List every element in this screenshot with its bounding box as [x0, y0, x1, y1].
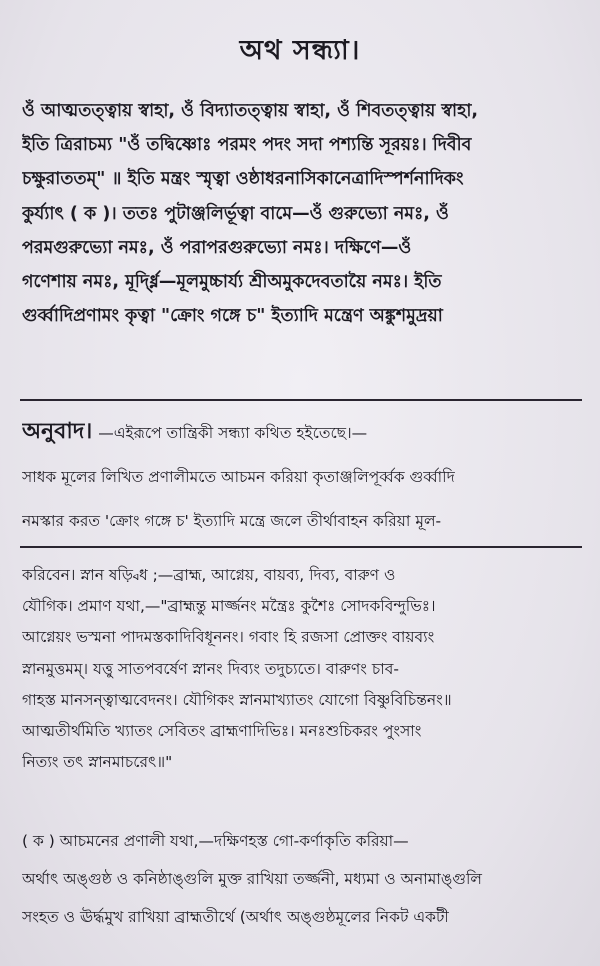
- footnote-line: গাহস্ত মানসন্ত্বাত্মবেদনং। যৌগিকং স্নানমাখ্যাতং যোগো বিষ্ণুবিচিন্তনং॥: [22, 690, 452, 709]
- sanskrit-line: গণেশায় নমঃ, মূর্দ্ধ্নি—মূলমুচ্চার্য্য শ্রীঅমুকদেবতায়ৈ নমঃ। ইতি: [22, 272, 442, 293]
- section-divider: [20, 399, 582, 401]
- footnote-line: যৌগিক। প্রমাণ যথা,—"ব্রাহ্মন্তু মার্জ্জনং মন্ত্রৈঃ কুশৈঃ সোদকবিন্দুভিঃ।: [22, 597, 436, 616]
- footnote-verse-block: [22, 560, 582, 778]
- sanskrit-line: কুর্য্যাৎ ( ক )। ততঃ পুটাঞ্জলির্ভূত্বা বামে—ওঁ গুরুভ্যো নমঃ, ওঁ: [22, 203, 449, 224]
- footnote-a-block: [22, 822, 582, 936]
- sanskrit-line: গুর্ব্বাদিপ্রণামং কৃত্বা "ক্রোং গঙ্গে চ" ইত্যাদি মন্ত্রেণ অঙ্কুশমুদ্রয়া: [22, 306, 443, 327]
- sanskrit-line: ইতি ত্রিরাচম্য "ওঁ তদ্বিষ্ণোঃ পরমং পদং সদা পশ্যন্তি সূরয়ঃ। দিবীব: [22, 135, 472, 156]
- translation-line: নমস্কার করত 'ক্রোং গঙ্গে চ' ইত্যাদি মন্ত্রে জলে তীর্থাবাহন করিয়া মূল-: [22, 512, 442, 530]
- footnote-line: স্নানমুত্তমম্। যত্তু সাতপবর্ষেণ স্নানং দিব্যং তদুচ্যতে। বারুণং চাব-: [22, 659, 399, 678]
- footnote-line: নিত্যং তৎ স্নানমাচরেৎ॥": [22, 753, 173, 772]
- footnote-a-line: ( ক ) আচমনের প্রণালী যথা,—দক্ষিণহস্ত গো-কর্ণাকৃতি করিয়া—: [22, 832, 409, 850]
- footnote-divider: [20, 546, 582, 548]
- translation-line: সাধক মূলের লিখিত প্রণালীমতে আচমন করিয়া কৃতাঞ্জলিপূর্ব্বক গুর্ব্বাদি: [22, 468, 455, 486]
- translation-block: [22, 410, 582, 543]
- translation-heading: অনুবাদ।: [22, 419, 93, 444]
- sanskrit-line: পরমগুরুভ্যো নমঃ, ওঁ পরাপরগুরুভ্যো নমঃ। দক্ষিণে—ওঁ: [22, 237, 412, 258]
- sanskrit-text-block: [22, 94, 582, 333]
- sanskrit-line: ওঁ আত্মতত্ত্বায় স্বাহা, ওঁ বিদ্যাতত্ত্বায় স্বাহা, ওঁ শিবতত্ত্বায় স্বাহা,: [22, 101, 479, 121]
- footnote-a-line: অর্থাৎ অঙ্গুষ্ঠ ও কনিষ্ঠাঙ্গুলি মুক্ত রাখিয়া তর্জ্জনী, মধ্যমা ও অনামাঙ্গুলি: [22, 870, 482, 888]
- sanskrit-line: চক্ষুরাততম্" ॥ ইতি মন্ত্রং স্মৃত্বা ওষ্ঠাধরনাসিকানেত্রাদিস্পর্শনাদিকং: [22, 169, 464, 190]
- footnote-line: আত্মতীর্থমিতি খ্যাতং সেবিতং ব্রাহ্মণাদিভিঃ। মনঃশুচিকরং পুংসাং: [22, 722, 422, 741]
- page-title: অথ সন্ধ্যা।: [239, 35, 361, 66]
- translation-intro: —এইরূপে তান্ত্রিকী সন্ধ্যা কথিত হইতেছে।—: [98, 424, 368, 442]
- translation-line: [22, 410, 582, 455]
- footnote-line: করিবেন। স্নান ষড়্বিধ ;—ব্রাহ্ম, আগ্নেয়, বায়ব্য, দিব্য, বারুণ ও: [22, 566, 396, 584]
- footnote-a-line: সংহত ও ঊর্দ্ধমুখ রাখিয়া ব্রাহ্মতীর্থে (অর্থাৎ অঙ্গুষ্ঠমূলের নিকট একটী: [22, 908, 449, 926]
- footnote-line: আগ্নেয়ং ভস্মনা পাদমস্তকাদিবিধূননং। গবাং হি রজসা প্রোক্তং বায়ব্যং: [22, 628, 435, 647]
